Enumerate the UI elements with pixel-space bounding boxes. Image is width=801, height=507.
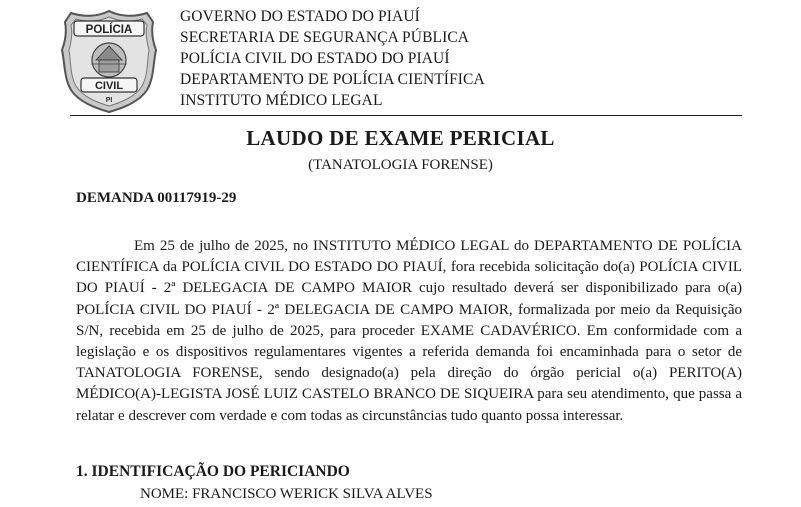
- report-paragraph: Em 25 de julho de 2025, no INSTITUTO MÉDICO LEGAL do DEPARTAMENTO DE POLÍCIA CIENTÍFICA da POLÍCIA CIVIL DO ESTADO DO PIAUÍ, fora recebida solicitação do(a) POLÍCIA CIVIL DO PIAUÍ - 2ª DELEGACIA DE CAMPO MAIOR cujo resultado deverá ser disponibilizado para o(a) POLÍCIA CIVIL DO PIAUÍ - 2ª DELEGACIA DE CAMPO MAIOR, formalizada por meio da Requisição S/N, recebida em 25 de julho de 2025, para proceder EXAME CADAVÉRICO. Em conformidade com a legislação e os dispositivos regulamentares vigentes a referida demanda foi encaminhada para o setor de TANATOLOGIA FORENSE, sendo designado(a) pela direção do órgão pericial o(a) PERITO(A) MÉDICO(A)-LEGISTA JOSÉ LUIZ CASTELO BRANCO DE SIQUEIRA para seu atendimento, que passa a relatar e descrever com verdade e com todas as circunstâncias tudo quanto possa interessar.: [76, 238, 742, 424]
- demand-number: DEMANDA 00117919-29: [76, 190, 237, 206]
- policia-civil-badge-logo: [61, 8, 157, 114]
- header-line-legal-medical-institute: INSTITUTO MÉDICO LEGAL: [180, 92, 383, 109]
- badge-state-text: PI: [105, 97, 113, 104]
- badge-top-text: POLÍCIA: [85, 24, 133, 36]
- document-title: LAUDO DE EXAME PERICIAL: [246, 126, 555, 150]
- header-line-secretariat: SECRETARIA DE SEGURANÇA PÚBLICA: [180, 29, 470, 46]
- institution-header: [180, 6, 485, 111]
- header-line-government: GOVERNO DO ESTADO DO PIAUÍ: [180, 8, 420, 25]
- section-heading-identification: 1. IDENTIFICAÇÃO DO PERICIANDO: [76, 463, 350, 480]
- header-line-civil-police: POLÍCIA CIVIL DO ESTADO DO PIAUÍ: [180, 50, 450, 67]
- document-subtitle: (TANATOLOGIA FORENSE): [308, 157, 493, 173]
- subject-name-line: NOME: FRANCISCO WERICK SILVA ALVES: [140, 486, 433, 502]
- header-line-scientific-department: DEPARTAMENTO DE POLÍCIA CIENTÍFICA: [180, 71, 485, 88]
- badge-bottom-text: CIVIL: [94, 80, 124, 92]
- header-divider: [70, 115, 742, 116]
